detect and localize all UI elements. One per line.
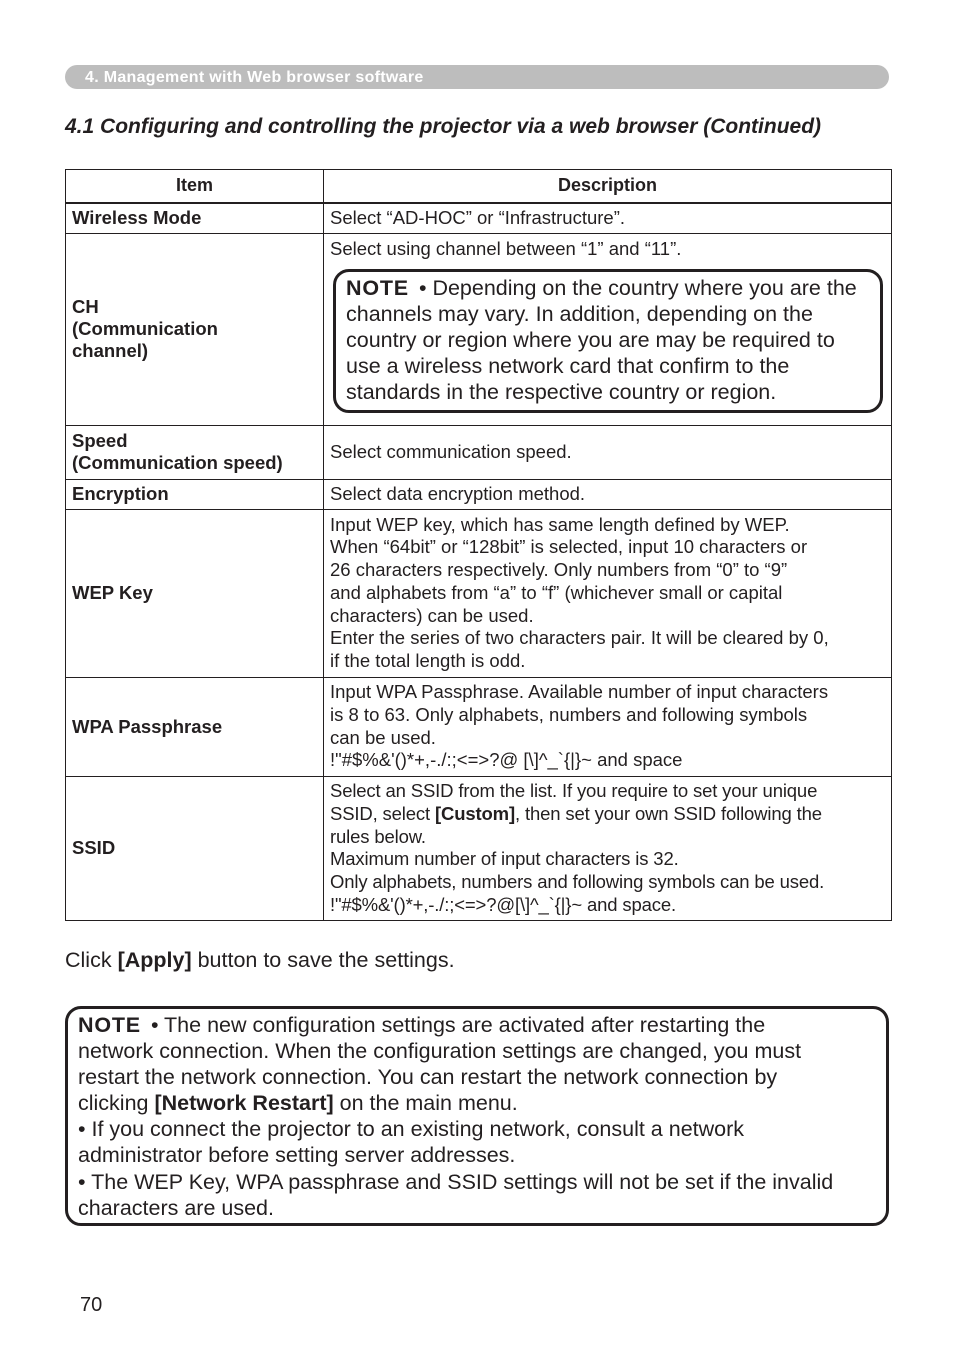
table-row — [66, 479, 892, 509]
description-line: characters) can be used. — [330, 604, 534, 626]
section-label: 4. Management with Web browser software — [85, 69, 424, 86]
table-row — [66, 776, 892, 920]
text-span: • The new configuration settings are activated after restarting the — [150, 1013, 766, 1037]
description-line: Only alphabets, numbers and following symbols can be used. — [330, 870, 825, 892]
note-line — [78, 1090, 878, 1116]
item-cell: WEP Key — [66, 509, 324, 677]
item-cell: Encryption — [66, 479, 324, 509]
description-line: When “64bit” or “128bit” is selected, input 10 characters or — [330, 536, 808, 558]
description-line: is 8 to 63. Only alphabets, numbers and following symbols — [330, 704, 808, 725]
description-cell — [324, 509, 892, 677]
table-row — [66, 509, 892, 677]
note-line: administrator before setting server addresses. — [78, 1143, 516, 1168]
description-line — [330, 803, 885, 826]
text-span: on the main menu. — [333, 1091, 518, 1116]
apply-instruction — [65, 946, 455, 974]
description-line: Input WPA Passphrase. Available number of input characters — [330, 681, 829, 703]
description-line: Select using channel between “1” and “11”. — [330, 238, 682, 259]
description-line: if the total length is odd. — [330, 649, 526, 671]
description-line: Enter the series of two characters pair. It will be cleared by 0, — [330, 627, 829, 649]
note-label: NOTE — [78, 1013, 141, 1037]
item-line: (Communication speed) — [72, 452, 283, 474]
item-line: Speed — [72, 430, 128, 452]
note-line: network connection. When the configuration settings are changed, you must — [78, 1039, 802, 1064]
column-header-item: Item — [66, 170, 324, 203]
description-line: can be used. — [330, 726, 436, 748]
item-line: (Communication — [72, 318, 218, 340]
note-line: restart the network connection. You can restart the network connection by — [78, 1065, 778, 1090]
section-header-bar — [65, 65, 889, 89]
description-line: Select an SSID from the list. If you require to set your unique — [330, 780, 818, 802]
item-line: channel) — [72, 340, 149, 362]
description-line: and alphabets from “a” to “f” (whichever small or capital — [330, 581, 783, 603]
page-number: 70 — [80, 1294, 103, 1316]
text-span: Click — [65, 948, 118, 972]
description-line: Input WEP key, which has same length defined by WEP. — [330, 513, 790, 535]
item-cell — [66, 234, 324, 426]
item-cell: Wireless Mode — [66, 203, 324, 234]
note-line: characters are used. — [78, 1195, 274, 1220]
table-header-row — [66, 170, 892, 203]
apply-keyword: [Apply] — [117, 948, 192, 972]
note-text: • Depending on the country where you are the channels may vary. In addition, depending on the country or region where you are may be required to use a wireless network card that confirm to the standards in the respective country or region. — [346, 275, 857, 404]
note-line: • If you connect the projector to an existing network, consult a network — [78, 1117, 745, 1142]
text-span: button to save the settings. — [191, 948, 455, 972]
description-cell — [324, 776, 892, 920]
item-cell: SSID — [66, 776, 324, 920]
description-line: rules below. — [330, 825, 426, 847]
description-cell: Select “AD-HOC” or “Infrastructure”. — [324, 203, 892, 234]
table-row — [66, 203, 892, 234]
page-title: 4.1 Configuring and controlling the projector via a web browser (Continued) — [65, 115, 822, 138]
description-cell — [324, 234, 892, 426]
item-cell — [66, 425, 324, 479]
table-row — [66, 677, 892, 776]
item-cell: WPA Passphrase — [66, 677, 324, 776]
text-span: clicking — [78, 1091, 155, 1116]
description-cell — [324, 677, 892, 776]
text-span: , then set your own SSID following the — [514, 802, 822, 824]
custom-keyword: [Custom] — [434, 802, 515, 824]
description-cell: Select communication speed. — [324, 425, 892, 479]
table-row — [66, 234, 892, 426]
description-line: !"#$%&'()*+,-./:;<=>?@[\]^_`{|}~ and space. — [330, 893, 676, 915]
description-cell: Select data encryption method. — [324, 479, 892, 509]
note-line: • The WEP Key, WPA passphrase and SSID settings will not be set if the invalid — [78, 1169, 834, 1194]
description-line: Maximum number of input characters is 32. — [330, 848, 679, 870]
table-row — [66, 425, 892, 479]
inline-note-box — [333, 269, 883, 413]
text-span: SSID, select — [330, 802, 435, 824]
note-label: NOTE — [346, 275, 409, 300]
description-line: 26 characters respectively. Only numbers from “0” to “9” — [330, 559, 788, 581]
item-line: CH — [72, 296, 99, 318]
network-restart-keyword: [Network Restart] — [154, 1091, 334, 1116]
settings-table — [65, 169, 892, 921]
bottom-note-box — [65, 1006, 889, 1226]
note-line — [78, 1012, 878, 1038]
description-line: !"#$%&'()*+,-./:;<=>?@ [\]^_`{|}~ and space — [330, 749, 683, 771]
column-header-description: Description — [324, 170, 892, 203]
